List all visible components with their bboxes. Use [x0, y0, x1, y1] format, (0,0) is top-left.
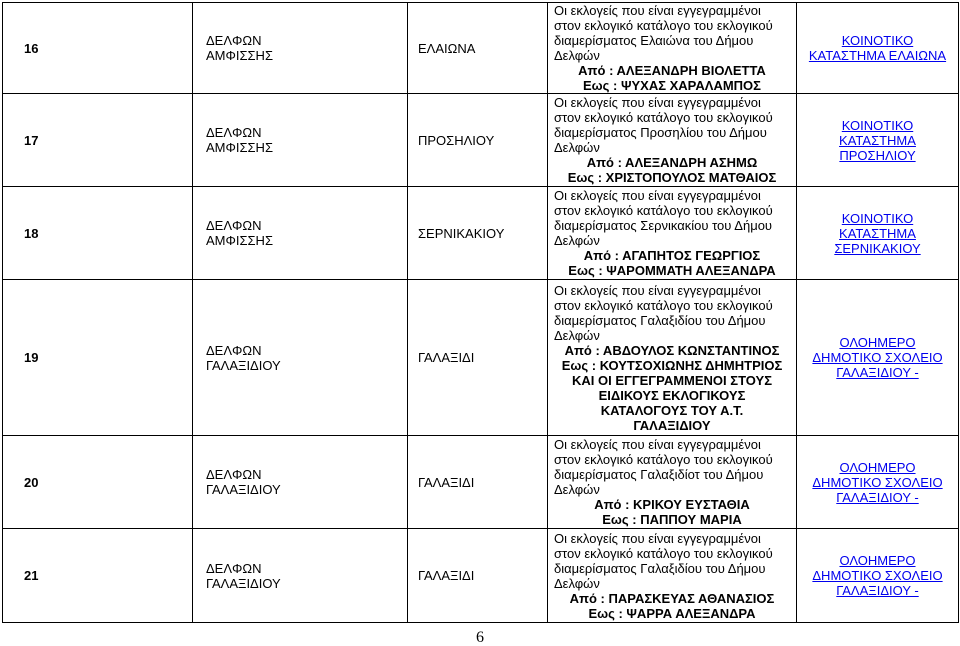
area-cell: ΠΡΟΣΗΛΙΟΥ [408, 94, 548, 187]
voter-range-line: Από : ΑΛΕΞΑΝΔΡΗ ΑΣΗΜΩ [586, 155, 758, 170]
polling-station-link[interactable] [797, 436, 959, 529]
voter-range-line: ΚΑΙ ΟΙ ΕΓΓΕΓΡΑΜΜΕΝΟΙ ΣΤΟΥΣ [572, 372, 772, 388]
description-line: Οι εκλογείς που είναι εγγεγραμμένοι [554, 95, 761, 110]
description-line: Οι εκλογείς που είναι εγγεγραμμένοι [554, 282, 761, 298]
station-line[interactable]: ΓΑΛΑΞΙΔΙΟΥ - [836, 583, 919, 598]
voter-description-cell [548, 280, 797, 436]
voter-range-line: Εως : ΧΡΙΣΤΟΠΟΥΛΟΣ ΜΑΤΘΑΙΟΣ [567, 170, 777, 185]
description-line: στον εκλογικό κατάλογο του εκλογικού [554, 452, 773, 467]
municipality-line: ΔΕΛΦΩΝ [206, 342, 262, 358]
voter-range-line: Εως : ΚΟΥΤΣΟΧΙΩΝΗΣ ΔΗΜΗΤΡΙΟΣ [561, 357, 783, 373]
municipality-line: ΔΕΛΦΩΝ [206, 218, 262, 233]
polling-station-link[interactable] [797, 94, 959, 187]
municipality-cell [193, 3, 408, 94]
description-line: Οι εκλογείς που είναι εγγεγραμμένοι [554, 3, 761, 18]
polling-station-link[interactable] [797, 280, 959, 436]
station-line[interactable]: ΚΟΙΝΟΤΙΚΟ [841, 33, 914, 48]
station-line[interactable]: ΔΗΜΟΤΙΚΟ ΣΧΟΛΕΙΟ [812, 568, 943, 583]
voter-range-line: ΚΑΤΑΛΟΓΟΥΣ ΤΟΥ Α.Τ. [600, 402, 744, 418]
area-cell: ΓΑΛΑΞΙΔΙ [408, 436, 548, 529]
voter-range-line: Εως : ΨΑΡΡΑ ΑΛΕΞΑΝΔΡΑ [588, 605, 756, 621]
table-row [3, 280, 959, 436]
description-line: Δελφών [554, 327, 600, 343]
description-line: στον εκλογικό κατάλογο του εκλογικού [554, 297, 773, 313]
municipality-line: ΑΜΦΙΣΣΗΣ [206, 48, 273, 63]
table-row [3, 529, 959, 623]
municipality-line: ΓΑΛΑΞΙΔΙΟΥ [206, 357, 281, 373]
station-line[interactable]: ΟΛΟΗΜΕΡΟ [839, 459, 916, 475]
municipality-cell [193, 94, 408, 187]
voter-range-line: Από : ΚΡΙΚΟΥ ΕΥΣΤΑΘΙΑ [594, 497, 750, 512]
station-line[interactable]: ΚΟΙΝΟΤΙΚΟ [841, 117, 914, 133]
table-row [3, 94, 959, 187]
voter-range-line: Από : ΑΓΑΠΗΤΟΣ ΓΕΩΡΓΙΟΣ [583, 248, 761, 263]
description-line: Δελφών [554, 482, 600, 497]
municipality-cell [193, 187, 408, 280]
table-row [3, 436, 959, 529]
voter-description-cell [548, 3, 797, 94]
description-line: διαμερίσματος Προσηλίου του Δήμου [554, 125, 767, 140]
station-line[interactable]: ΔΗΜΟΤΙΚΟ ΣΧΟΛΕΙΟ [812, 350, 943, 365]
municipality-line: ΓΑΛΑΞΙΔΙΟΥ [206, 575, 281, 591]
voter-range-line: Εως : ΠΑΠΠΟΥ ΜΑΡΙΑ [602, 512, 742, 527]
area-cell: ΓΑΛΑΞΙΔΙ [408, 280, 548, 436]
polling-stations-table [2, 2, 959, 623]
station-line[interactable]: ΔΗΜΟΤΙΚΟ ΣΧΟΛΕΙΟ [812, 474, 943, 490]
polling-station-link[interactable] [797, 3, 959, 94]
description-line: Δελφών [554, 233, 600, 248]
municipality-cell [193, 529, 408, 623]
station-line[interactable]: ΚΑΤΑΣΤΗΜΑ [839, 132, 916, 148]
voter-range-line: ΓΑΛΑΞΙΔΙΟΥ [633, 417, 711, 433]
description-line: διαμερίσματος Γαλαξιδίου του Δήμου [554, 312, 766, 328]
description-line: στον εκλογικό κατάλογο του εκλογικού [554, 545, 773, 561]
station-line[interactable]: ΚΑΤΑΣΤΗΜΑ ΕΛΑΙΩΝΑ [808, 48, 947, 63]
description-line: Δελφών [554, 140, 600, 155]
municipality-line: ΔΕΛΦΩΝ [206, 33, 262, 48]
page-number: 6 [476, 629, 484, 646]
description-line: διαμερίσματος Γαλαξιδίοτ του Δήμου [554, 467, 764, 482]
municipality-line: ΔΕΛΦΩΝ [206, 560, 262, 576]
voter-range-line: Εως : ΨΑΡΟΜΜΑΤΗ ΑΛΕΞΑΝΔΡΑ [568, 263, 776, 278]
description-line: διαμερίσματος Ελαιώνα του Δήμου [554, 33, 754, 48]
station-line[interactable]: ΟΛΟΗΜΕΡΟ [839, 553, 916, 568]
voter-range-line: ΕΙΔΙΚΟΥΣ ΕΚΛΟΓΙΚΟΥΣ [598, 387, 746, 403]
voter-range-line: Εως : ΨΥΧΑΣ ΧΑΡΑΛΑΜΠΟΣ [583, 78, 761, 93]
voter-range-line: Από : ΠΑΡΑΣΚΕΥΑΣ ΑΘΑΝΑΣΙΟΣ [569, 590, 775, 606]
area-cell: ΕΛΑΙΩΝΑ [408, 3, 548, 94]
municipality-cell [193, 436, 408, 529]
voter-description-cell [548, 187, 797, 280]
row-number: 19 [3, 280, 193, 436]
area-cell: ΓΑΛΑΞΙΔΙ [408, 529, 548, 623]
municipality-line: ΑΜΦΙΣΣΗΣ [206, 233, 273, 248]
table-row [3, 187, 959, 280]
polling-station-link[interactable] [797, 187, 959, 280]
voter-range-line: Από : ΑΛΕΞΑΝΔΡΗ ΒΙΟΛΕΤΤΑ [578, 63, 766, 78]
station-line[interactable]: ΓΑΛΑΞΙΔΙΟΥ - [836, 489, 919, 505]
station-line[interactable]: ΟΛΟΗΜΕΡΟ [839, 335, 916, 350]
description-line: στον εκλογικό κατάλογο του εκλογικού [554, 110, 773, 125]
voter-range-line: Από : ΑΒΔΟΥΛΟΣ ΚΩΝΣΤΑΝΤΙΝΟΣ [564, 342, 780, 358]
description-line: Οι εκλογείς που είναι εγγεγραμμένοι [554, 530, 761, 546]
description-line: Οι εκλογείς που είναι εγγεγραμμένοι [554, 437, 761, 452]
municipality-line: ΔΕΛΦΩΝ [206, 467, 262, 482]
row-number: 17 [3, 94, 193, 187]
voter-description-cell [548, 436, 797, 529]
row-number: 20 [3, 436, 193, 529]
voter-description-cell [548, 529, 797, 623]
station-line[interactable]: ΚΟΙΝΟΤΙΚΟ [841, 210, 914, 226]
voter-description-cell [548, 94, 797, 187]
description-line: Δελφών [554, 48, 600, 63]
row-number: 16 [3, 3, 193, 94]
municipality-line: ΓΑΛΑΞΙΔΙΟΥ [206, 482, 281, 497]
description-line: στον εκλογικό κατάλογο του εκλογικού [554, 18, 773, 33]
municipality-line: ΔΕΛΦΩΝ [206, 125, 262, 140]
row-number: 18 [3, 187, 193, 280]
polling-station-link[interactable] [797, 529, 959, 623]
description-line: Δελφών [554, 575, 600, 591]
area-cell: ΣΕΡΝΙΚΑΚΙΟΥ [408, 187, 548, 280]
description-line: στον εκλογικό κατάλογο του εκλογικού [554, 203, 773, 218]
description-line: Οι εκλογείς που είναι εγγεγραμμένοι [554, 188, 761, 203]
row-number: 21 [3, 529, 193, 623]
description-line: διαμερίσματος Σερνικακίου του Δήμου [554, 218, 773, 233]
description-line: διαμερίσματος Γαλαξιδίου του Δήμου [554, 560, 766, 576]
station-line[interactable]: ΓΑΛΑΞΙΔΙΟΥ - [836, 365, 919, 380]
station-line[interactable]: ΠΡΟΣΗΛΙΟΥ [839, 147, 916, 163]
municipality-line: ΑΜΦΙΣΣΗΣ [206, 140, 273, 155]
station-line[interactable]: ΣΕΡΝΙΚΑΚΙΟΥ [834, 240, 921, 256]
station-line[interactable]: ΚΑΤΑΣΤΗΜΑ [839, 225, 916, 241]
municipality-cell [193, 280, 408, 436]
table-row [3, 3, 959, 94]
